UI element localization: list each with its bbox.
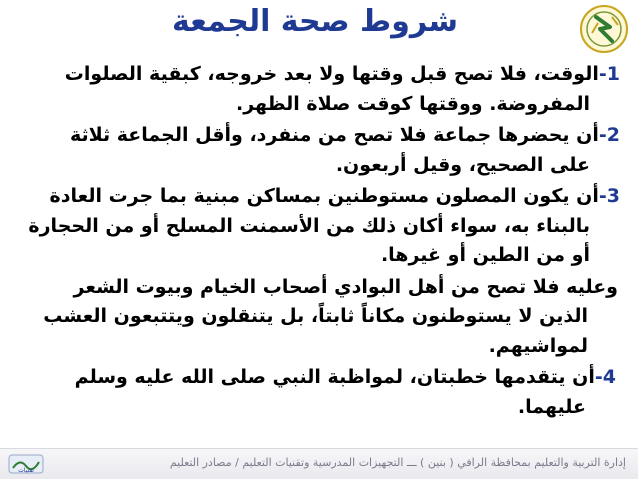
tech-logo-icon [8,452,44,476]
condition-number: 1- [598,63,620,85]
condition-line: المفروضة. ووقتها كوقت صلاة الظهر. [236,92,590,115]
note-line: وعليه فلا تصح من أهل البوادي أصحاب الخيام وبيوت الشعر [73,275,618,298]
condition-line: الوقت، فلا تصح قبل وقتها ولا بعد خروجه، كبقية الصلوات [64,63,599,85]
condition-number: 3- [598,185,620,207]
condition-number: 2- [598,124,620,146]
note-paragraph [8,273,630,362]
condition-3 [8,182,630,271]
footer-text: إدارة التربية والتعليم بمحافظة الرافي ( بنين ) ـــ التجهيزات المدرسية وتقنيات التعليم / مصادر التعليم [169,456,626,469]
condition-line: أن يتقدمها خطبتان، لمواظبة النبي صلى الله عليه وسلم [74,366,595,388]
condition-line: أن يحضرها جماعة فلا تصح من منفرد، وأقل الجماعة ثلاثة [69,124,599,146]
slide-title: شروط صحة الجمعة [171,4,459,39]
condition-line: بالبناء به، سواء أكان ذلك من الأسمنت المسلح أو من الحجارة [28,214,590,237]
condition-1 [8,60,630,119]
condition-line: على الصحيح، وقيل أربعون. [335,153,590,176]
condition-line: أو من الطين أو غيرها. [380,244,590,266]
tech-logo-text: تقنيات [18,467,34,474]
ministry-logo-icon [578,3,630,55]
condition-2 [8,121,630,180]
condition-line: أن يكون المصلون مستوطنين بمساكن مبنية بما جرت العادة [49,185,599,207]
footer-bar [0,448,638,479]
condition-number: 4- [594,366,616,388]
note-line: لمواشيهم. [488,334,588,357]
condition-4 [8,363,630,422]
slide-content [8,60,630,422]
condition-line: عليهما. [517,395,586,418]
note-line: الذين لا يستوطنون مكاناً ثابتاً، بل يتنقلون ويتتبعون العشب [43,305,588,327]
